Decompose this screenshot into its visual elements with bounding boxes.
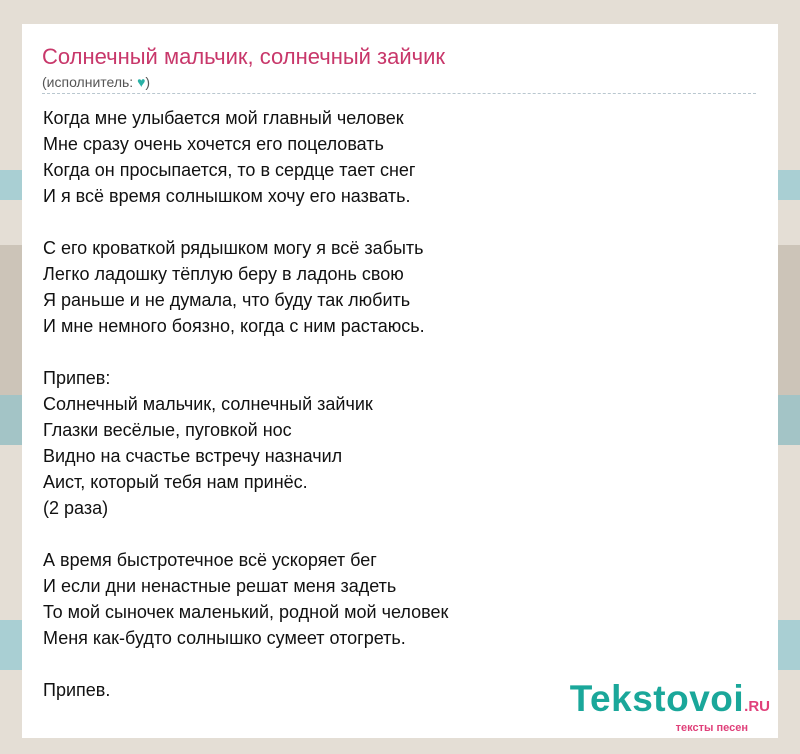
lyric-line: Когда он просыпается, то в сердце тает снег [43, 160, 416, 180]
lyric-line [43, 339, 448, 365]
logo-wordmark [570, 680, 770, 726]
logo-name: Tekstovoi [569, 678, 745, 719]
lyric-line: С его кроваткой рядышком могу я всё забыть [43, 238, 424, 258]
performer-suffix: ) [145, 74, 151, 90]
lyric-line: (2 раза) [43, 498, 109, 518]
performer-prefix: (исполнитель: [42, 74, 138, 90]
lyric-line: Когда мне улыбается мой главный человек [43, 108, 404, 128]
lyric-line: Легко ладошку тёплую беру в ладонь свою [43, 264, 404, 284]
lyric-line [43, 209, 448, 235]
lyric-line: И мне немного боязно, когда с ним растаюсь. [43, 316, 425, 336]
lyric-line: Меня как-будто солнышко сумеет отогреть. [43, 628, 406, 648]
lyric-line: И если дни ненастные решат меня задеть [43, 576, 397, 596]
lyric-line: Аист, который тебя нам принёс. [43, 472, 308, 492]
lyric-line: Мне сразу очень хочется его поцеловать [43, 134, 384, 154]
lyric-line: Глазки весёлые, пуговкой нос [43, 420, 292, 440]
lyrics-text [43, 105, 448, 703]
lyric-line: И я всё время солнышком хочу его назвать. [43, 186, 411, 206]
lyrics-card [22, 24, 778, 738]
lyric-line: Припев: [43, 368, 111, 388]
lyric-line: То мой сыночек маленький, родной мой человек [43, 602, 449, 622]
logo-tagline: тексты песен [675, 722, 748, 734]
site-logo[interactable] [570, 680, 770, 734]
performer-line [42, 73, 150, 91]
lyric-line: Я раньше и не думала, что буду так любить [43, 290, 411, 310]
lyric-line: Припев. [43, 680, 111, 700]
lyric-line: А время быстротечное всё ускоряет бег [43, 550, 377, 570]
logo-domain: .RU [744, 698, 770, 715]
heart-icon[interactable]: ♥ [137, 74, 146, 90]
song-title: Солнечный мальчик, солнечный зайчик [42, 44, 446, 69]
lyric-line [43, 651, 448, 677]
lyric-line: Видно на счастье встречу назначил [43, 446, 343, 466]
lyric-line [43, 521, 448, 547]
divider [42, 93, 756, 94]
lyric-line: Солнечный мальчик, солнечный зайчик [43, 394, 373, 414]
